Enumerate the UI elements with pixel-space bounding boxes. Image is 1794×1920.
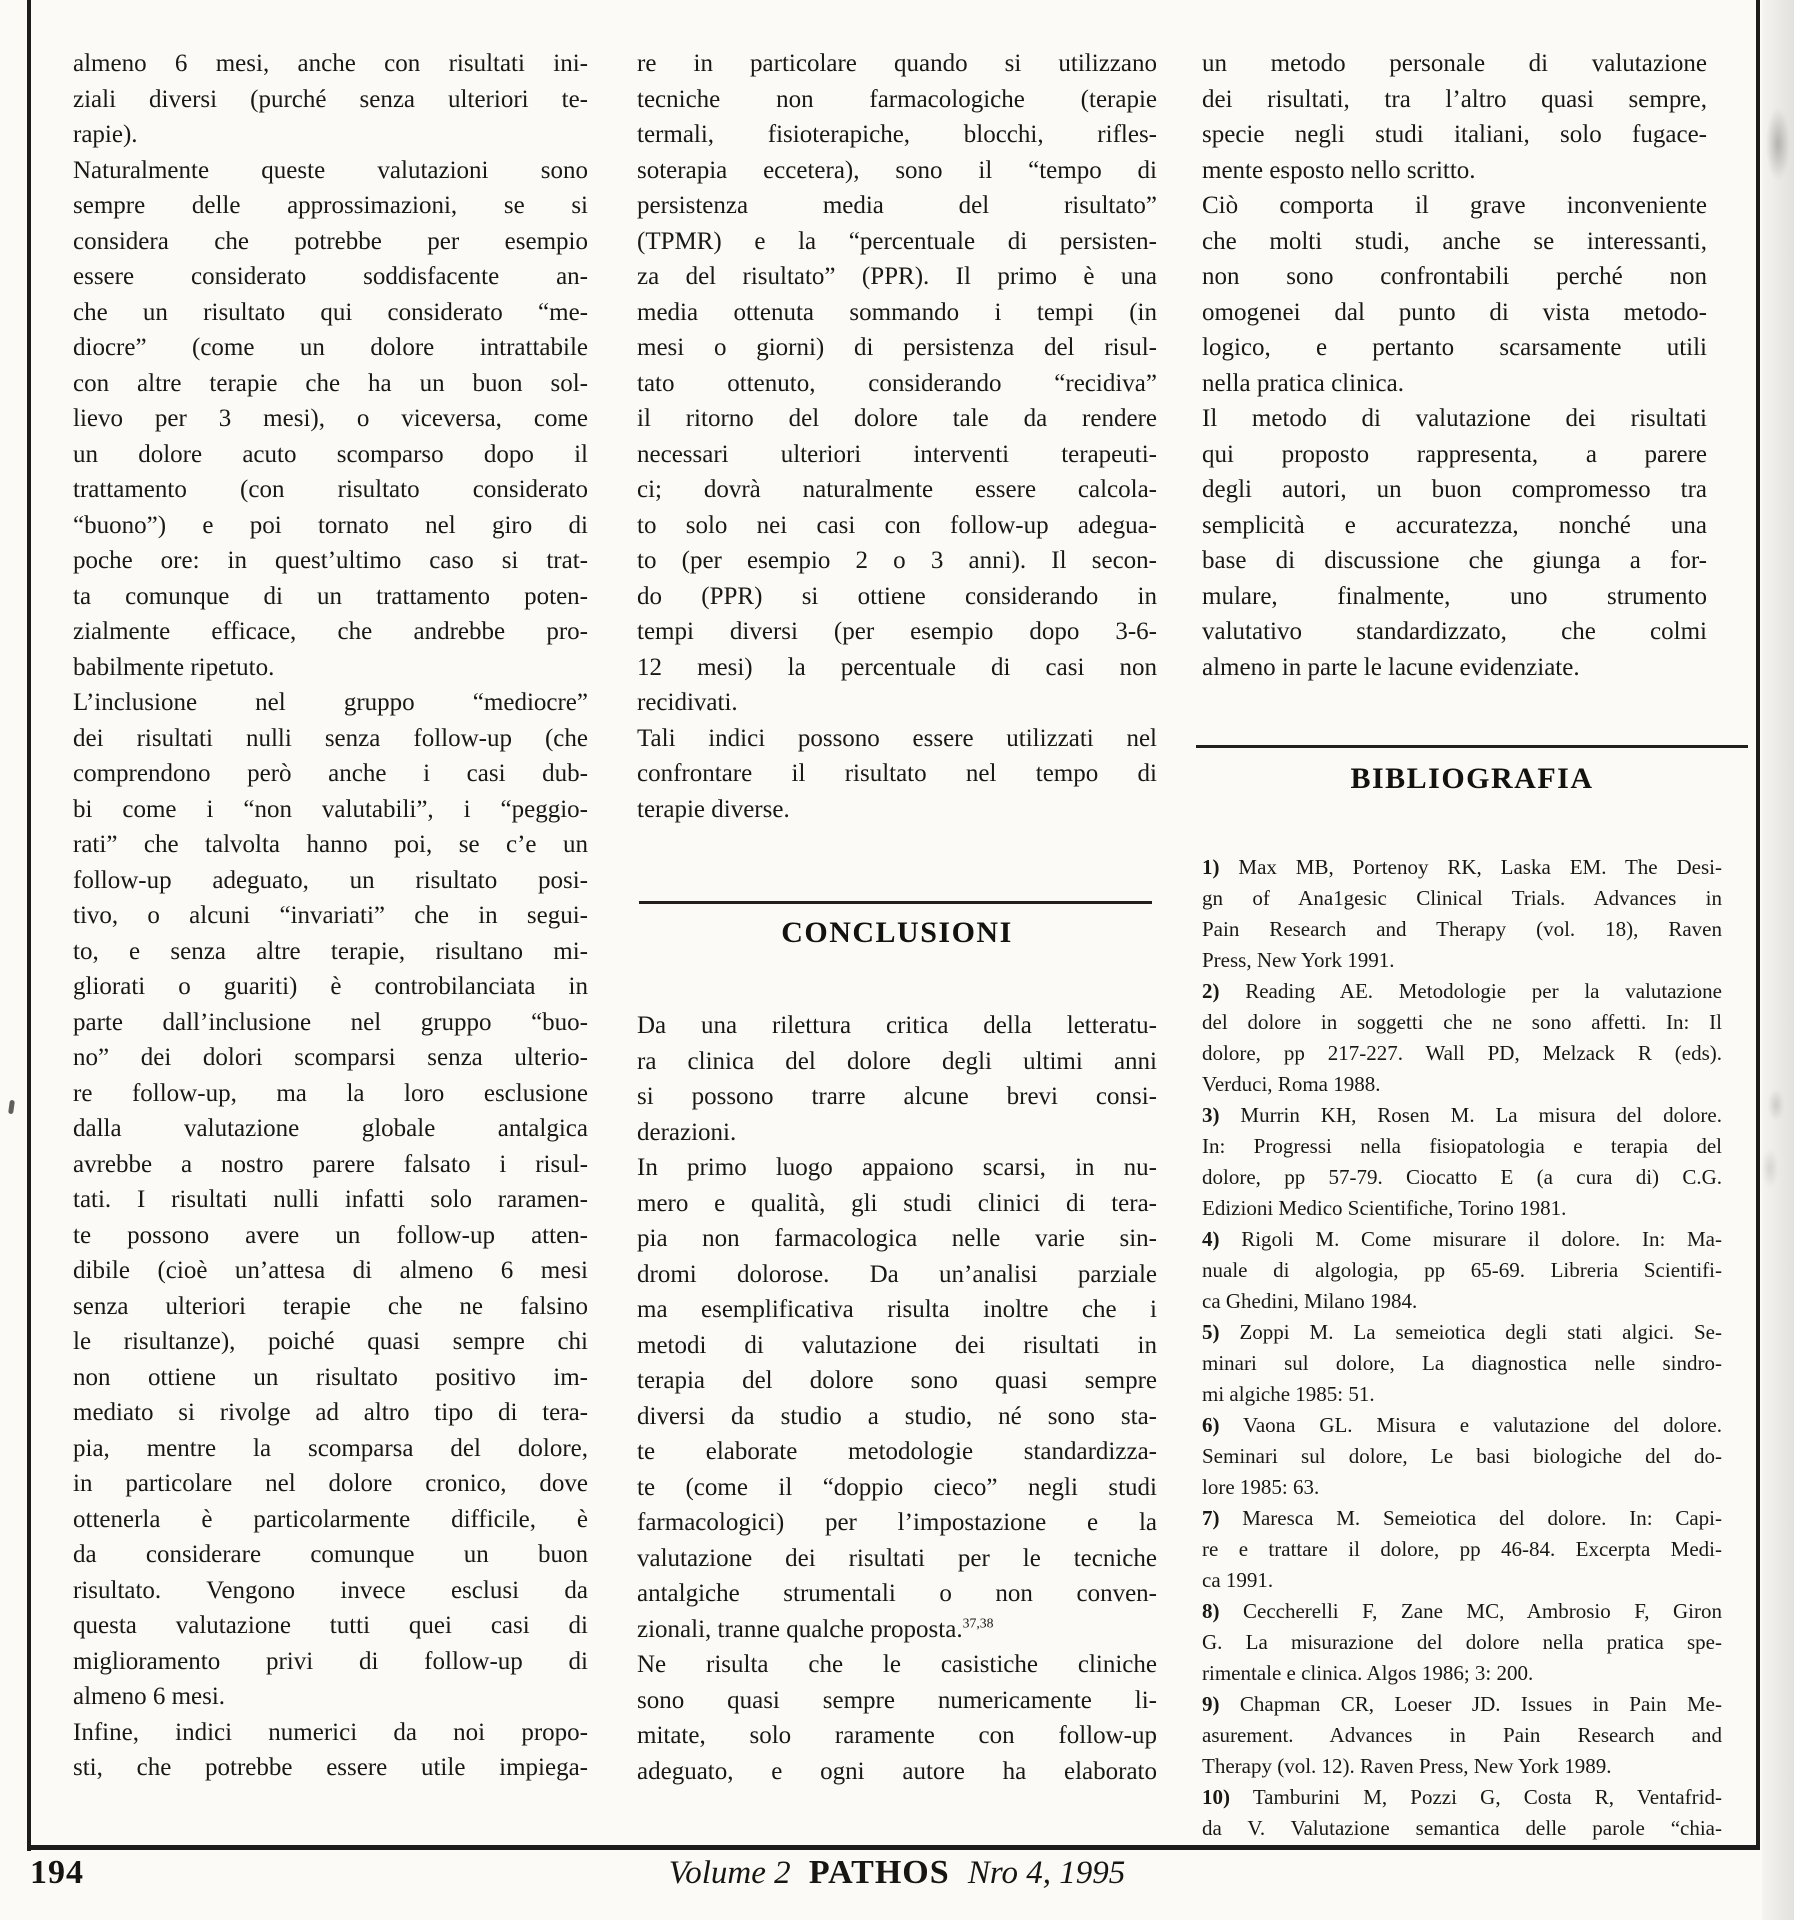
text-line: questa valutazione tutti quei casi di [73, 1612, 588, 1639]
text-line: ci; dovrà naturalmente essere calcola- [637, 476, 1157, 503]
text-line: si possono trarre alcune brevi consi- [637, 1083, 1157, 1110]
text-line: recidivati. [637, 689, 738, 716]
text-line: risultato. Vengono invece esclusi da [73, 1576, 588, 1604]
text-line: valutativo standardizzato, che colmi [1202, 618, 1707, 645]
text-line: 6) Vaona GL. Misura e valutazione del dolore. [1202, 1413, 1722, 1437]
footer-volume: Volume 2 [668, 1855, 791, 1891]
text-line: ta comunque di un trattamento poten- [73, 582, 588, 610]
text-line: (TPMR) e la “percentuale di persisten- [637, 227, 1157, 255]
text-line: Seminari sul dolore, Le basi biologiche del do- [1202, 1444, 1722, 1468]
text-line: Da una rilettura critica della letteratu- [637, 1012, 1157, 1039]
text-column-2-bottom [637, 1008, 1157, 1789]
text-line: 3) Murrin KH, Rosen M. La misura del dolore. [1202, 1103, 1722, 1127]
text-column-1 [73, 46, 588, 1786]
text-line: mero e qualità, gli studi clinici di tera- [637, 1189, 1157, 1217]
scan-artifact-speck [8, 1100, 15, 1115]
text-line: rapie). [73, 121, 138, 148]
text-column-3-top [1202, 46, 1707, 685]
text-line: degli autori, un buon compromesso tra [1202, 476, 1707, 503]
footer-journal-name: PATHOS [808, 1854, 950, 1891]
text-line: minari sul dolore, La diagnostica nelle sindro- [1202, 1351, 1722, 1375]
text-line: non ottiene un risultato positivo im- [73, 1363, 588, 1391]
text-line: Tali indici possono essere utilizzati nel [637, 724, 1157, 752]
text-line: mediato si rivolge ad altro tipo di tera- [73, 1399, 588, 1426]
text-line: diversi da studio a studio, né sono sta- [637, 1402, 1157, 1430]
text-line: Ciò comporta il grave inconveniente [1202, 192, 1707, 219]
section-divider [639, 901, 1152, 904]
text-line: almeno 6 mesi. [73, 1683, 226, 1710]
text-line: diocre” (come un dolore intrattabile [73, 334, 588, 361]
text-line: trattamento (con risultato considerato [73, 476, 588, 503]
text-line: te elaborate metodologie standardizza- [637, 1438, 1157, 1465]
text-line: valutazione dei risultati per le tecniche [637, 1544, 1157, 1572]
text-line: dromi dolorose. Da un’analisi parziale [637, 1260, 1157, 1288]
text-line: Edizioni Medico Scientifiche, Torino 1981. [1202, 1196, 1567, 1220]
text-line: 2) Reading AE. Metodologie per la valutazione [1202, 979, 1722, 1003]
text-line: considera che potrebbe per esempio [73, 227, 588, 255]
text-line: semplicità e accuratezza, nonché una [1202, 511, 1707, 539]
text-line: 9) Chapman CR, Loeser JD. Issues in Pain Me- [1202, 1692, 1722, 1716]
text-line: senza ulteriori terapie che ne falsino [73, 1292, 588, 1320]
text-line: con altre terapie che ha un buon sol- [73, 369, 588, 397]
text-line: to (per esempio 2 o 3 anni). Il secon- [637, 547, 1157, 574]
text-line: metodi di valutazione dei risultati in [637, 1331, 1157, 1359]
text-line: soterapia eccetera), sono il “tempo di [637, 156, 1157, 184]
text-line: mesi o giorni) di persistenza del risul- [637, 334, 1157, 361]
text-line: 5) Zoppi M. La semeiotica degli stati algici. Se- [1202, 1320, 1722, 1344]
text-line: omogenei dal punto di vista metodo- [1202, 298, 1707, 326]
bibliography-heading: BIBLIOGRAFIA [1350, 762, 1594, 795]
text-line: dei risultati nulli senza follow-up (che [73, 724, 588, 752]
text-line: Infine, indici numerici da noi propo- [73, 1718, 588, 1746]
text-line: Il metodo di valutazione dei risultati [1202, 405, 1707, 432]
text-line: zionali, tranne qualche proposta.$^{37,38}$ [637, 1615, 994, 1643]
text-line: tato ottenuto, considerando “recidiva” [637, 369, 1157, 397]
text-line: tivo, o alcuni “invariati” che in segui- [73, 902, 588, 929]
reference-number: 2) [1202, 979, 1220, 1003]
text-line: logico, e pertanto scarsamente utili [1202, 334, 1707, 361]
text-line: dalla valutazione globale antalgica [73, 1115, 588, 1142]
text-line: gliorati o guariti) è controbilanciata in [73, 973, 588, 1000]
text-line: mulare, finalmente, uno strumento [1202, 582, 1707, 610]
text-line: G. La misurazione del dolore nella pratica spe- [1202, 1630, 1722, 1654]
text-line: 10) Tamburini M, Pozzi G, Costa R, Ventafrid- [1202, 1785, 1722, 1809]
text-line: che molti studi, anche se interessanti, [1202, 227, 1707, 255]
text-line: In primo luogo appaiono scarsi, in nu- [637, 1154, 1157, 1181]
text-line: ziali diversi (purché senza ulteriori te- [73, 85, 588, 113]
text-line: to, e senza altre terapie, risultano mi- [73, 937, 588, 965]
text-line: tecniche non farmacologiche (terapie [637, 85, 1157, 113]
text-line: follow-up adeguato, un risultato posi- [73, 866, 588, 894]
text-line: da V. Valutazione semantica delle parole “chia- [1202, 1816, 1722, 1840]
text-line: tati. I risultati nulli infatti solo raramen- [73, 1186, 588, 1213]
text-line: Pain Research and Therapy (vol. 18), Raven [1202, 917, 1722, 941]
text-line: ma esemplificativa risulta inoltre che i [637, 1296, 1157, 1323]
footer-issue: Nro 4, 1995 [967, 1855, 1126, 1891]
text-line: che un risultato qui considerato “me- [73, 298, 588, 326]
text-line: nella pratica clinica. [1202, 369, 1404, 397]
text-line: to solo nei casi con follow-up adegua- [637, 511, 1157, 539]
text-line: dei risultati, tra l’altro quasi sempre, [1202, 85, 1707, 113]
text-line: Therapy (vol. 12). Raven Press, New York 1989. [1202, 1754, 1612, 1778]
text-line: gn of Ana1gesic Clinical Trials. Advances in [1202, 886, 1722, 910]
text-line: no” dei dolori scomparsi senza ulterio- [73, 1044, 588, 1071]
text-line: farmacologici) per l’impostazione e la [637, 1509, 1157, 1536]
text-line: poche ore: in quest’ultimo caso si trat- [73, 547, 588, 574]
text-line: babilmente ripetuto. [73, 653, 275, 681]
bibliography-list [1202, 852, 1722, 1844]
text-line: Verduci, Roma 1988. [1202, 1072, 1381, 1096]
text-line: 1) Max MB, Portenoy RK, Laska EM. The Desi- [1202, 855, 1722, 879]
reference-number: 8) [1202, 1599, 1220, 1623]
scan-edge-shadow [1762, 0, 1794, 1920]
reference-number: 1) [1202, 855, 1220, 879]
text-line: termali, fisioterapiche, blocchi, rifles- [637, 121, 1157, 148]
text-line: zialmente efficace, che andrebbe pro- [73, 618, 588, 645]
text-line: il ritorno del dolore tale da rendere [637, 405, 1157, 432]
reference-number: 3) [1202, 1103, 1220, 1127]
text-line: tempi diversi (per esempio dopo 3-6- [637, 618, 1157, 645]
text-line: 12 mesi) la percentuale di casi non [637, 653, 1157, 681]
text-line: dibile (cioè un’attesa di almeno 6 mesi [73, 1257, 588, 1284]
text-line: bi come i “non valutabili”, i “peggio- [73, 795, 588, 823]
text-line: Press, New York 1991. [1202, 948, 1395, 972]
reference-number: 6) [1202, 1413, 1220, 1437]
text-line: ca 1991. [1202, 1568, 1274, 1592]
reference-number: 5) [1202, 1320, 1220, 1344]
text-line: almeno 6 mesi, anche con risultati ini- [73, 50, 588, 77]
text-line: rimentale e clinica. Algos 1986; 3: 200. [1202, 1661, 1534, 1685]
text-line: confrontare il risultato nel tempo di [637, 760, 1157, 787]
text-line: ca Ghedini, Milano 1984. [1202, 1289, 1418, 1313]
text-line: miglioramento privi di follow-up di [73, 1647, 588, 1675]
text-line: avrebbe a nostro parere falsato i risul- [73, 1150, 588, 1178]
text-line: Naturalmente queste valutazioni sono [73, 156, 588, 184]
text-line: non sono confrontabili perché non [1202, 263, 1707, 290]
text-line: terapia del dolore sono quasi sempre [637, 1367, 1157, 1394]
page-number: 194 [30, 1854, 84, 1891]
text-line: do (PPR) si ottiene considerando in [637, 582, 1157, 610]
text-line: 4) Rigoli M. Come misurare il dolore. In: Ma- [1202, 1227, 1722, 1251]
text-line: nuale di algologia, pp 65-69. Libreria Scientifi- [1202, 1258, 1722, 1282]
text-line: re in particolare quando si utilizzano [637, 50, 1157, 77]
text-line: dolore, pp 57-79. Ciocatto E (a cura di) C.G. [1202, 1165, 1722, 1189]
text-line: asurement. Advances in Pain Research and [1202, 1723, 1722, 1747]
text-line: un metodo personale di valutazione [1202, 50, 1707, 77]
text-line: lore 1985: 63. [1202, 1475, 1320, 1499]
text-line: comprendono però anche i casi dub- [73, 760, 588, 787]
text-line: specie negli studi italiani, solo fugace- [1202, 121, 1707, 148]
text-line: almeno in parte le lacune evidenziate. [1202, 653, 1580, 681]
text-line: sti, che potrebbe essere utile impiega- [73, 1754, 588, 1781]
text-line: un dolore acuto scomparso dopo il [73, 440, 588, 468]
text-line: base di discussione che giunga a for- [1202, 547, 1707, 574]
text-line: lievo per 3 mesi), o viceversa, come [73, 405, 588, 432]
text-line: sempre delle approssimazioni, se si [73, 192, 588, 219]
text-line: le risultanze), poiché quasi sempre chi [73, 1328, 588, 1355]
text-line: re e trattare il dolore, pp 46-84. Excerpta Medi- [1202, 1537, 1722, 1561]
text-line: Ne risulta che le casistiche cliniche [637, 1651, 1157, 1678]
text-line: adeguato, e ogni autore ha elaborato [637, 1757, 1157, 1785]
page-border-bottom [27, 1845, 1760, 1850]
text-line: essere considerato soddisfacente an- [73, 263, 588, 290]
text-line: pia non farmacologica nelle varie sin- [637, 1225, 1157, 1252]
text-line: parte dall’inclusione nel gruppo “buo- [73, 1008, 588, 1036]
text-line: qui proposto rappresenta, a parere [1202, 440, 1707, 468]
text-line: sono quasi sempre numericamente li- [637, 1686, 1157, 1714]
text-line: “buono”) e poi tornato nel giro di [73, 511, 588, 539]
reference-number: 4) [1202, 1227, 1220, 1251]
text-line: ra clinica del dolore degli ultimi anni [637, 1047, 1157, 1075]
text-line: persistenza media del risultato” [637, 192, 1157, 219]
footer-journal-line [0, 1854, 1794, 1892]
text-line: antalgiche strumentali o non conven- [637, 1580, 1157, 1607]
text-line: mitate, solo raramente con follow-up [637, 1722, 1157, 1749]
text-line: rati” che talvolta hanno poi, se c’e un [73, 831, 588, 858]
text-line: terapie diverse. [637, 795, 790, 823]
text-line: necessari ulteriori interventi terapeuti- [637, 440, 1157, 468]
text-line: mi algiche 1985: 51. [1202, 1382, 1375, 1406]
reference-number: 7) [1202, 1506, 1220, 1530]
text-line: ottenerla è particolarmente difficile, è [73, 1505, 588, 1533]
text-line: te (come il “doppio cieco” negli studi [637, 1473, 1157, 1501]
text-line: re follow-up, ma la loro esclusione [73, 1079, 588, 1107]
section-divider [1196, 745, 1748, 748]
page-border-left [27, 0, 31, 1851]
text-line: te possono avere un follow-up atten- [73, 1221, 588, 1249]
text-line: za del risultato” (PPR). Il primo è una [637, 263, 1157, 290]
page-border-right [1756, 0, 1760, 1847]
text-line: 8) Ceccherelli F, Zane MC, Ambrosio F, Giron [1202, 1599, 1722, 1623]
reference-number: 10) [1202, 1785, 1230, 1809]
text-line: 7) Maresca M. Semeiotica del dolore. In: Capi- [1202, 1506, 1722, 1530]
text-line: pia, mentre la scomparsa del dolore, [73, 1434, 588, 1462]
reference-number: 9) [1202, 1692, 1220, 1716]
text-line: media ottenuta sommando i tempi (in [637, 298, 1157, 326]
text-line: in particolare nel dolore cronico, dove [73, 1470, 588, 1497]
text-line: In: Progressi nella fisiopatologia e terapia del [1202, 1134, 1722, 1158]
text-line: mente esposto nello scritto. [1202, 156, 1476, 184]
conclusions-heading: CONCLUSIONI [781, 916, 1013, 949]
text-line: derazioni. [637, 1118, 737, 1146]
text-column-2-top [637, 46, 1157, 827]
text-line: L’inclusione nel gruppo “mediocre” [73, 689, 588, 716]
text-line: del dolore in soggetti che ne sono affetti. In: Il [1202, 1010, 1722, 1034]
text-line: da considerare comunque un buon [73, 1541, 588, 1568]
text-line: dolore, pp 217-227. Wall PD, Melzack R (eds). [1202, 1041, 1722, 1065]
